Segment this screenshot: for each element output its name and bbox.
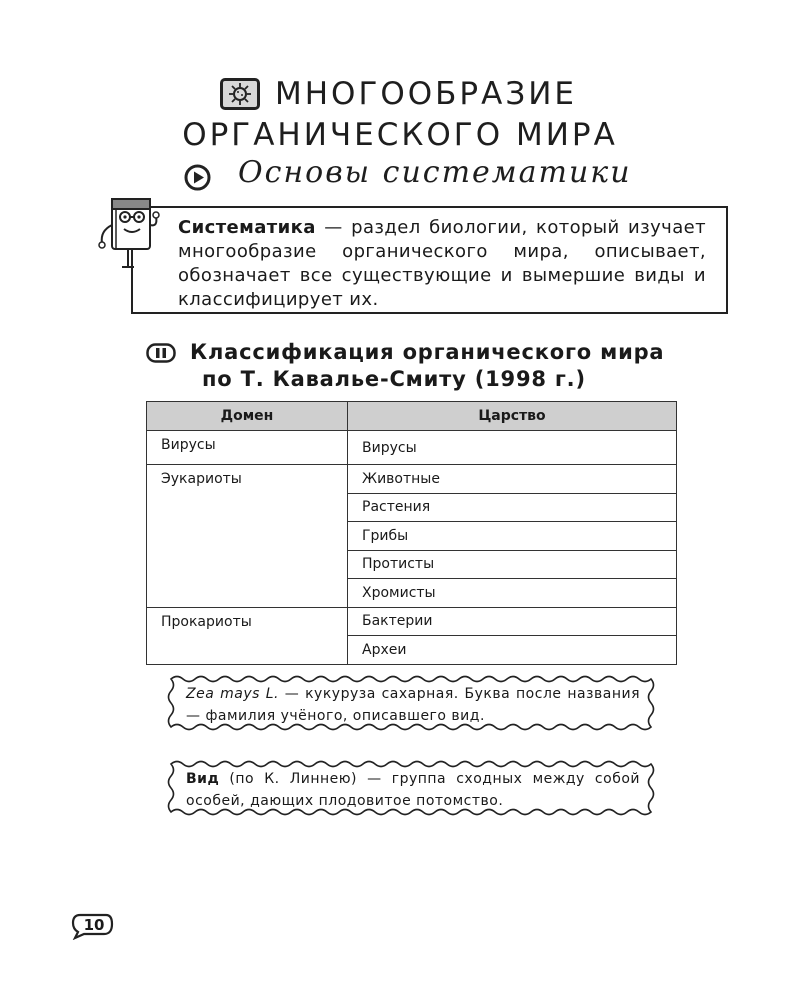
section-title-line2: по Т. Кавалье-Смиту (1998 г.) xyxy=(202,367,586,391)
table-row xyxy=(147,607,677,636)
kingdom-cell: Хромисты xyxy=(348,579,677,608)
kingdom-cell: Грибы xyxy=(348,522,677,551)
section-title xyxy=(190,339,690,393)
pause-bubble-icon xyxy=(146,343,176,363)
column-header-domain: Домен xyxy=(147,402,348,431)
definition-text xyxy=(178,216,706,312)
definition-body: — раздел биологии, который изучает многообразие органического мира, описывает, обозначает все существующие и вымершие виды и классифицирует их. xyxy=(178,217,706,310)
domain-cell: Эукариоты xyxy=(147,465,348,608)
kingdom-cell: Протисты xyxy=(348,550,677,579)
section-title-line1: Классификация органического мира xyxy=(190,340,665,364)
note-body: — кукуруза сахарная. Буква после названия — фамилия учёного, описавшего вид. xyxy=(186,686,640,724)
play-circle-icon xyxy=(184,164,211,191)
page-number: 10 xyxy=(83,916,105,934)
kingdom-cell: Животные xyxy=(348,465,677,494)
note-species-name xyxy=(170,683,656,727)
note-body: (по К. Линнею) — группа сходных между собой особей, дающих плодовитое потомство. xyxy=(186,771,640,809)
table-row xyxy=(147,431,677,465)
kingdom-cell: Вирусы xyxy=(348,431,677,465)
definition-term: Систематика xyxy=(178,217,316,238)
book-mascot-icon xyxy=(92,195,164,277)
classification-table xyxy=(146,401,677,665)
note-latin-name: Zea mays L. xyxy=(186,686,279,702)
kingdom-cell: Растения xyxy=(348,493,677,522)
table-row xyxy=(147,465,677,494)
table-header-row xyxy=(147,402,677,431)
domain-cell: Вирусы xyxy=(147,431,348,465)
kingdom-cell: Бактерии xyxy=(348,607,677,636)
page-title-line2: ОРГАНИЧЕСКОГО МИРА xyxy=(182,117,618,153)
domain-cell: Прокариоты xyxy=(147,607,348,664)
page-subtitle: Основы систематики xyxy=(238,155,632,190)
column-header-kingdom: Царство xyxy=(348,402,677,431)
note-term: Вид xyxy=(186,771,220,787)
note-species-definition xyxy=(170,768,656,812)
kingdom-cell: Археи xyxy=(348,636,677,665)
page-title-line1: МНОГООБРАЗИЕ xyxy=(275,76,577,112)
definition-box xyxy=(131,206,728,314)
